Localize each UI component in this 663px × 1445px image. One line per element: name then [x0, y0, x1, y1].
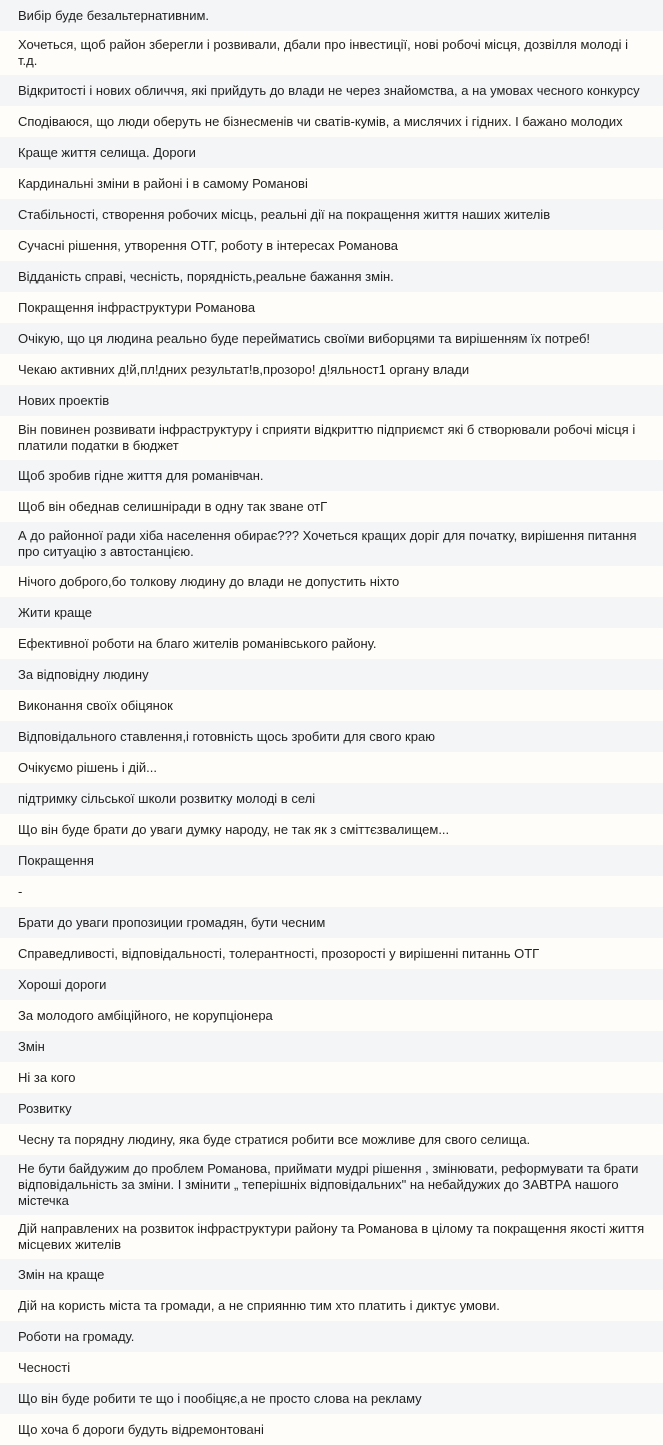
- list-item: Змін: [0, 1031, 663, 1062]
- list-item: Кардинальні зміни в районі і в самому Романові: [0, 168, 663, 199]
- list-item: Він повинен розвивати інфраструктуру і сприяти відкриттю підприємст які б створювали робочі місця і платили податки в бюджет: [0, 416, 663, 460]
- list-item: Відповідального ставлення,і готовність щось зробити для свого краю: [0, 721, 663, 752]
- list-item: Ефективної роботи на благо жителів романівського району.: [0, 628, 663, 659]
- list-item: Розвитку: [0, 1093, 663, 1124]
- list-item: Роботи на громаду.: [0, 1321, 663, 1352]
- list-item: Вибір буде безальтернативним.: [0, 0, 663, 31]
- list-item: За молодого амбіційного, не корупціонера: [0, 1000, 663, 1031]
- list-item: Щоб зробив гідне життя для романівчан.: [0, 460, 663, 491]
- list-item: Не бути байдужим до проблем Романова, приймати мудрі рішення , змінювати, реформувати та брати відповідальність за зміни. І змінити „ теперішніх відповідальних" на небайдужих до ЗАВТРА нашого містечка: [0, 1155, 663, 1215]
- list-item: Сучасні рішення, утворення ОТГ, роботу в інтересах Романова: [0, 230, 663, 261]
- list-item: Очікую, що ця людина реально буде перейматись своїми виборцями та вирішенням їх потреб!: [0, 323, 663, 354]
- list-item: Щоб він обеднав селишнiради в одну так зване отГ: [0, 491, 663, 522]
- list-item: Брати до уваги пропозиции громадян, бути чесним: [0, 907, 663, 938]
- list-item: Покращення інфраструктури Романова: [0, 292, 663, 323]
- list-item: Покращення: [0, 845, 663, 876]
- list-item: -: [0, 876, 663, 907]
- list-item: Справедливості, відповідальності, толерантності, прозорості у вирішенні питаннь ОТГ: [0, 938, 663, 969]
- list-item: Відкритості і нових обличчя, які прийдуть до влади не через знайомства, а на умовах чесного конкурсу: [0, 75, 663, 106]
- list-item: Хороші дороги: [0, 969, 663, 1000]
- list-item: Сподіваюся, що люди оберуть не бізнесменів чи сватів-кумів, а мислячих і гідних. І бажано молодих: [0, 106, 663, 137]
- list-item: А до районної ради хіба населення обирає??? Хочеться кращих доріг для початку, вирішення питання про ситуацію з автостанцією.: [0, 522, 663, 566]
- list-item: Нових проектів: [0, 385, 663, 416]
- list-item: підтримку сільської школи розвитку молоді в селі: [0, 783, 663, 814]
- list-item: Ні за кого: [0, 1062, 663, 1093]
- list-item: За відповідну людину: [0, 659, 663, 690]
- list-item: Що хоча б дороги будуть відремонтовані: [0, 1414, 663, 1445]
- list-item: Очікуємо рішень і дій...: [0, 752, 663, 783]
- list-item: Чесну та порядну людину, яка буде стратися робити все можливе для свого селища.: [0, 1124, 663, 1155]
- list-item: Дій на користь міста та громади, а не сприянню тим хто платить і диктує умови.: [0, 1290, 663, 1321]
- list-item: Жити краще: [0, 597, 663, 628]
- list-item: Чесності: [0, 1352, 663, 1383]
- list-item: Стабільності, створення робочих місць, реальні дії на покращення життя наших жителів: [0, 199, 663, 230]
- list-item: Чекаю активних д!й,пл!дних результат!в,прозоро! д!яльност1 органу влади: [0, 354, 663, 385]
- list-item: Дій направлених на розвиток інфраструктури району та Романова в цілому та покращення якості життя місцевих жителів: [0, 1215, 663, 1259]
- list-item: Нічого доброго,бо толкову людину до влади не допустить ніхто: [0, 566, 663, 597]
- list-item: Хочеться, щоб район зберегли і розвивали, дбали про інвестиції, нові робочі місця, дозвілля молоді і т.д.: [0, 31, 663, 75]
- list-item: Виконання своїх обіцянок: [0, 690, 663, 721]
- list-item: Відданість справі, чесність, порядність,реальне бажання змін.: [0, 261, 663, 292]
- list-item: Що він буде брати до уваги думку народу, не так як з сміттєзвалищем...: [0, 814, 663, 845]
- list-item: Краще життя селища. Дороги: [0, 137, 663, 168]
- list-item: Змін на краще: [0, 1259, 663, 1290]
- list-item: Що він буде робити те що і пообіцяє,а не просто слова на рекламу: [0, 1383, 663, 1414]
